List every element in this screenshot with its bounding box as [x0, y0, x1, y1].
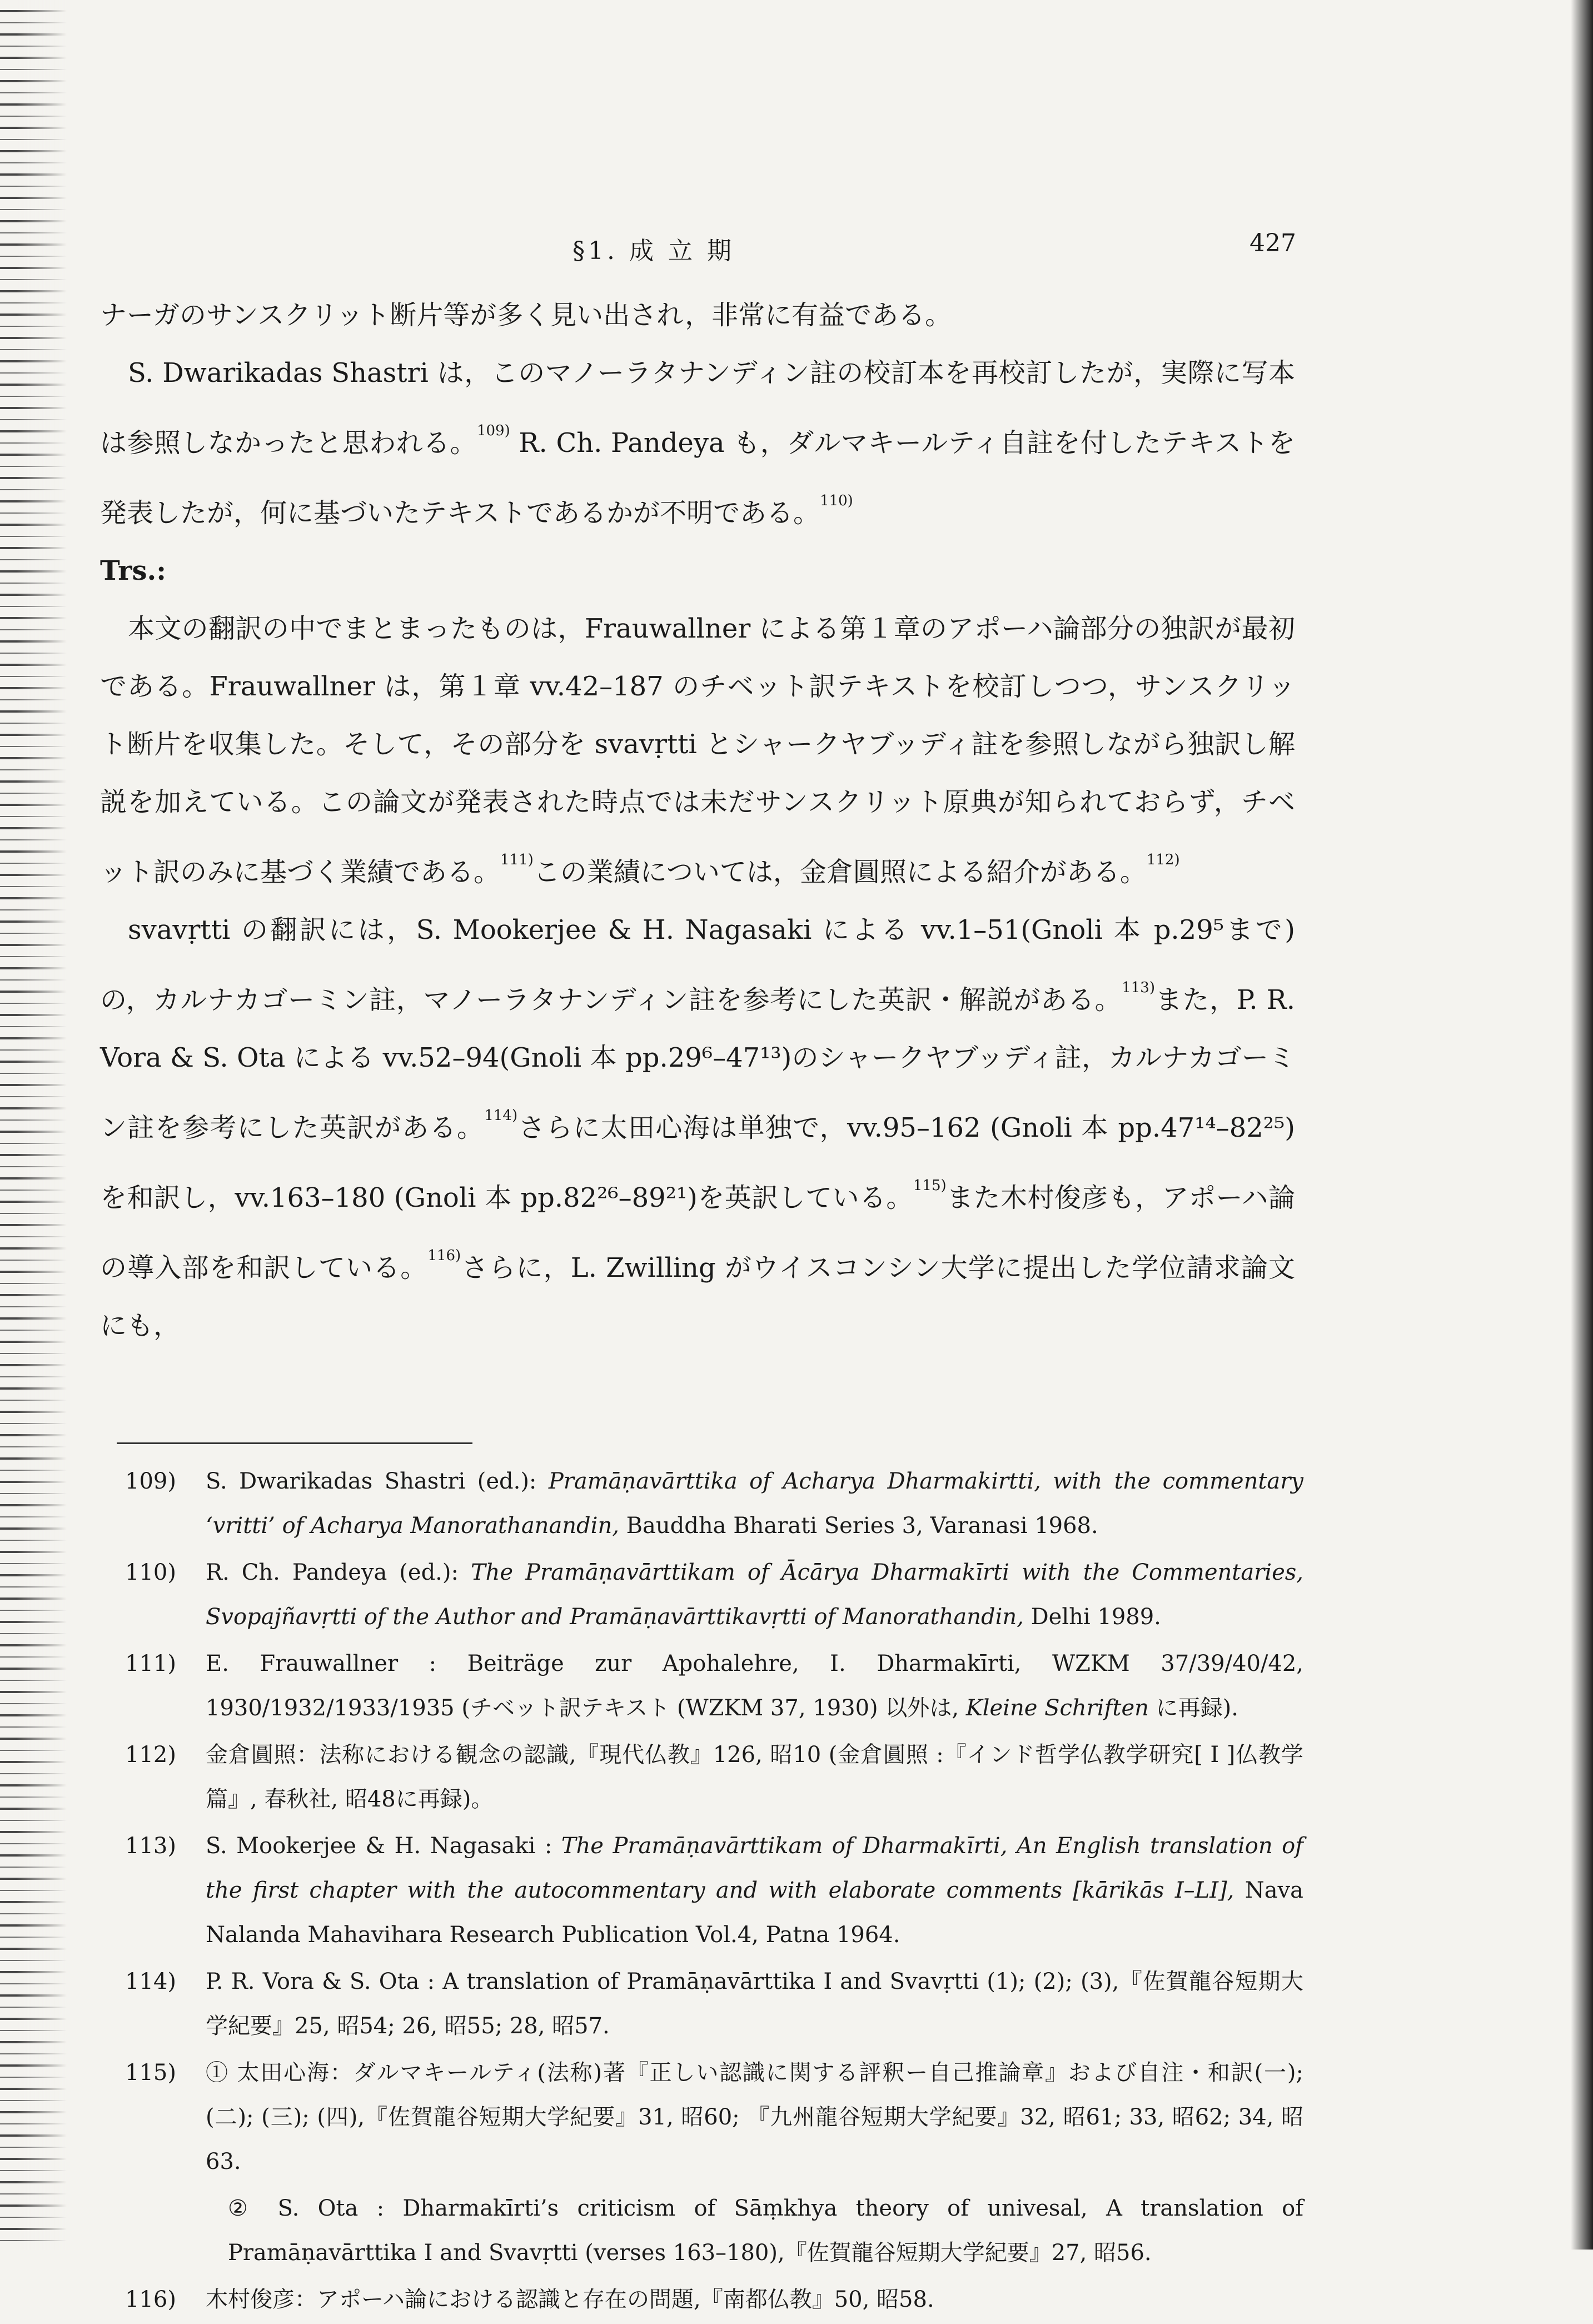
page-shadow-edge: [1571, 0, 1593, 2250]
footnote-ref: 115): [913, 1177, 947, 1194]
page-number: 427: [1249, 229, 1296, 257]
footnote-115: 115) ① 太田心海：ダルマキールティ(法称)著『正しい認識に関する評釈ー自己推論章』および自注・和訳(一); (二); (三); (四),『佐賀龍谷短期大学紀要』31, 昭60; 『九州龍谷短期大学紀要』32, 昭61; 33, 昭62; 34, 昭63.: [125, 2060, 1303, 2174]
paragraph-1: ナーガのサンスクリット断片等が多く見い出され，非常に有益である。: [100, 300, 952, 331]
footnote-115-part-2: ② S. Ota : Dharmakīrti’s criticism of Sāṃkhya theory of univesal, A translation of Pramāṇavārttika I and Svavṛtti (verses 163–180),『佐賀龍谷短期大学紀要』27, 昭56.: [228, 2196, 1303, 2266]
footnote-114: 114) P. R. Vora & S. Ota : A translation of Pramāṇavārttika I and Svavṛtti (1); (2); (3),『佐賀龍谷短期大学紀要』25, 昭54; 26, 昭55; 28, 昭57.: [125, 1969, 1303, 2039]
paragraph-4: svavṛtti の翻訳には，S. Mookerjee & H. Nagasaki による vv.1–51(Gnoli 本 p.29⁵まで) の，カルナカゴーミン註，マノーラタナンディン註を参考にした英訳・解説がある。$^{113)}$また，P. R. Vora & S. Ota による vv.52–94(Gnoli 本 pp.29⁶–47¹³)のシャークヤブッディ註，カルナカゴーミン註を参考にした英訳がある。$^{114)}$さらに太田心海は単独で，vv.95–162 (Gnoli 本 pp.47¹⁴–82²⁵)を和訳し，vv.163–180 (Gnoli 本 pp.82²⁶–89²¹)を英訳している。$^{115)}$また木村俊彦も，アポーハ論の導入部を和訳している。$^{116)}$さらに，L. Zwilling がウイスコンシン大学に提出した学位請求論文にも，: [100, 914, 1295, 1341]
main-text: [100, 286, 1295, 1355]
section-heading: Trs.:: [100, 555, 166, 586]
footnote-112: 112) 金倉圓照：法称における観念の認識,『現代仏教』126, 昭10 (金倉圓照 :『インド哲学仏教学研究[ I ]仏教学篇』, 春秋社, 昭48に再録)。: [125, 1742, 1303, 1812]
footnote-rule: [117, 1442, 472, 1444]
book-binding-edge: [0, 0, 67, 2250]
footnote-ref: 114): [484, 1107, 518, 1124]
footnote-ref: 113): [1122, 979, 1155, 996]
paragraph-2: S. Dwarikadas Shastri は，このマノーラタナンディン註の校訂本を再校訂したが，実際に写本は参照しなかったと思われる。$^{109)}$ R. Ch. Pandeya も，ダルマキールティ自註を付したテキストを発表したが，何に基づいたテキストであるかが不明である。$^{110)}$: [100, 357, 1295, 529]
footnote-ref: 112): [1146, 852, 1180, 868]
footnote-109: 109) S. Dwarikadas Shastri (ed.): Pramāṇavārttika of Acharya Dharmakirtti, with the commentary ‘vritti’ of Acharya Manorathanandin, Bauddha Bharati Series 3, Varanasi 1968.: [125, 1469, 1303, 1539]
running-title: §1. 成 立 期: [573, 237, 735, 265]
footnote-111: 111) E. Frauwallner : Beiträge zur Apohalehre, I. Dharmakīrti, WZKM 37/39/40/42, 1930/1932/1933/1935 (チベット訳テキスト (WZKM 37, 1930) 以外は, Kleine Schriften に再録).: [125, 1651, 1303, 1721]
footnote-110: 110) R. Ch. Pandeya (ed.): The Pramāṇavārttikam of Ācārya Dharmakīrti with the Commentaries, Svopajñavṛtti of the Author and Pramāṇavārttikavṛtti of Manorathandin, Delhi 1989.: [125, 1560, 1304, 1630]
footnote-ref: 109): [476, 422, 510, 439]
footnote-116: 116) 木村俊彦：アポーハ論における認識と存在の問題,『南都仏教』50, 昭58.: [125, 2287, 934, 2312]
paragraph-3: 本文の翻訳の中でまとまったものは，Frauwallner による第１章のアポーハ論部分の独訳が最初である。Frauwallner は，第１章 vv.42–187 のチベット訳テキストを校訂しつつ，サンスクリット断片を収集した。そして，その部分を svavṛtti とシャークヤブッディ註を参照しながら独訳し解説を加えている。この論文が発表された時点では未だサンスクリット原典が知られておらず，チベット訳のみに基づく業績である。$^{111)}$この業績については，金倉圓照による紹介がある。$^{112)}$: [100, 613, 1295, 888]
footnote-ref: 116): [427, 1247, 461, 1264]
footnotes: [125, 1459, 1303, 2324]
footnote-ref: 110): [820, 492, 853, 509]
footnote-113: 113) S. Mookerjee & H. Nagasaki : The Pramāṇavārttikam of Dharmakīrti, An English translation of the first chapter with the autocommentary and with elaborate comments [kārikās I–LI], Nava Nalanda Mahavihara Research Publication Vol.4, Patna 1964.: [125, 1833, 1303, 1948]
footnote-ref: 111): [500, 852, 534, 868]
